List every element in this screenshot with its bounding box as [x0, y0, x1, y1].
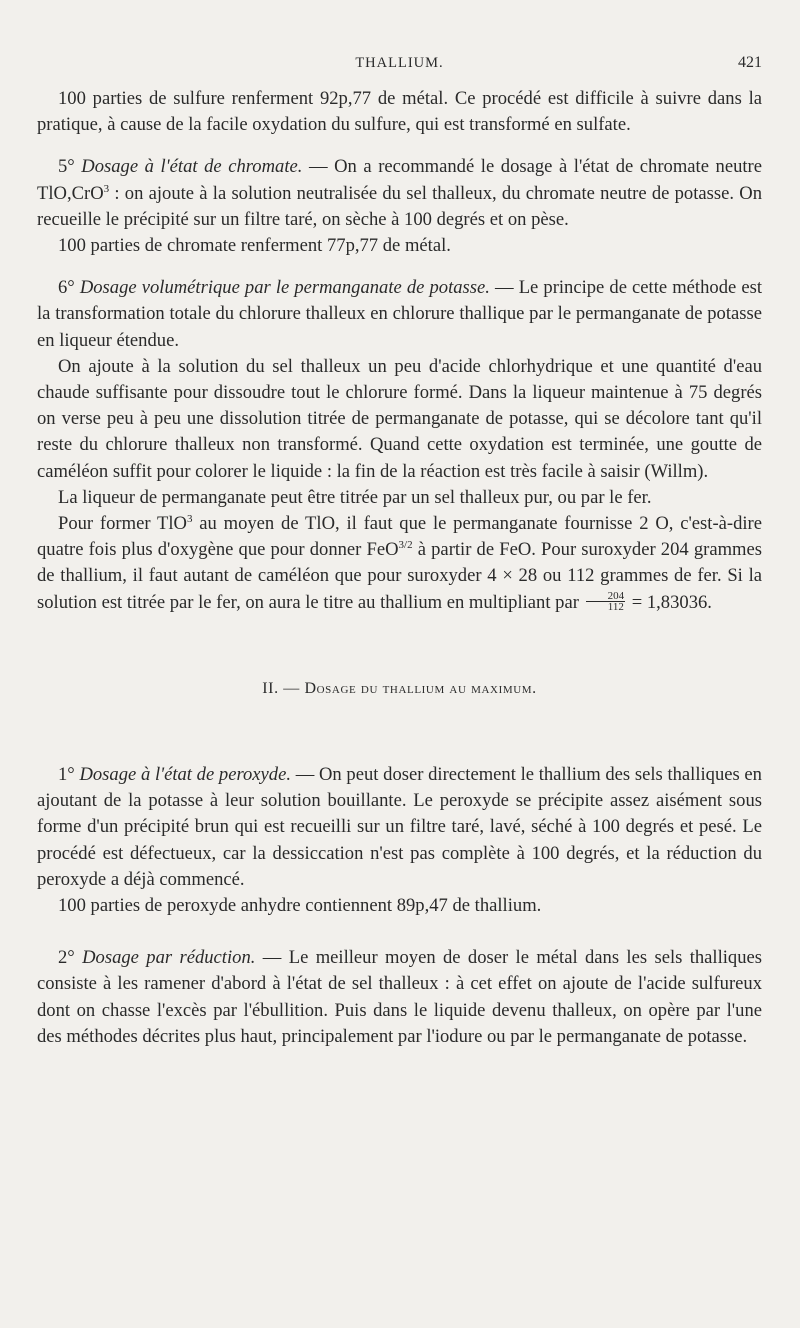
section-title: Dosage par réduction.: [82, 947, 256, 969]
section-title: Dosage à l'état de peroxyde.: [79, 764, 292, 786]
section-title: Dosage volumétrique par le permanganate de potasse.: [79, 277, 490, 299]
section-title: Dosage à l'état de chromate.: [81, 156, 303, 178]
paragraph-permanganate-method: On ajoute à la solution du sel thalleux un peu d'acide chlorhydrique et une quantité d'eau chaude suffisante pour dissoudre tout le chlorure formé. Dans la liqueur maintenue à 75 degrés on verse peu à peu une dissolution titrée de permanganate de potasse, qui se décolore tant qu'il reste du chlorure thalleux non transformé. Quand cette oxydation est terminée, une goutte de caméléon suffit pour colorer le liquide : la fin de la réaction est très facile à saisir (Willm).: [37, 355, 762, 482]
paragraph-sulfure-result: 100 parties de sulfure renferment 92p,77 de métal. Ce procédé est difficile à suivre dans la pratique, à cause de la facile oxydation du sulfure, qui est transformé en sulfate.: [37, 88, 762, 136]
paragraph-peroxyde: 1° Dosage à l'état de peroxyde. — On peut doser directement le thallium des sels thalliques en ajoutant de la potasse à leur solution bouillante. Le peroxyde se précipite assez aisément sous forme d'un précipité brun qui est recueilli sur un filtre taré, lavé, séché à 100 degrés et pesé. Le procédé est défectueux, car la dessiccation n'est pas complète à 100 degrés, et la réduction du peroxyde a déjà commencé.: [37, 764, 762, 890]
paragraph-permanganate: 6° Dosage volumétrique par le permanganate de potasse. — Le principe de cette méthode est la transformation totale du chlorure thalleux en chlorure thallique par le permanganate de potasse en liqueur étendue.: [37, 277, 762, 351]
section-heading: II. — Dosage du thallium au maximum.: [262, 679, 537, 697]
fraction: $\frac{204}{112}$: [586, 591, 626, 612]
page-body: [37, 86, 762, 1050]
paragraph-chromate-result: 100 parties de chromate renferment 77p,77 de métal.: [58, 235, 451, 257]
paragraph-chromate: 5° Dosage à l'état de chromate. — On a recommandé le dosage à l'état de chromate neutre TlO,CrO$^3$ : on ajoute à la solution neutralisée du sel thalleux, du chromate neutre de potasse. On recueille le précipité sur un filtre taré, on sèche à 100 degrés et on pèse.: [37, 156, 762, 230]
paragraph-reduction: 2° Dosage par réduction. — Le meilleur moyen de doser le métal dans les sels thalliques consiste à les ramener d'abord à l'état de sel thalleux : à cet effet on ajoute de l'acide sulfureux dont on chasse l'excès par l'ébullition. Puis dans le liquide devenu thalleux, on opère par l'une des méthodes décrites plus haut, principalement par l'iodure ou par le permanganate de potasse.: [37, 947, 763, 1047]
paragraph-peroxyde-result: 100 parties de peroxyde anhydre contiennent 89p,47 de thallium.: [58, 895, 542, 917]
paragraph-permanganate-titration: La liqueur de permanganate peut être titrée par un sel thalleux pur, ou par le fer.: [58, 486, 652, 508]
page-header: [37, 52, 762, 76]
section-number: 1°: [58, 764, 75, 786]
page-number: 421: [738, 54, 762, 71]
section-number: 5°: [58, 156, 75, 178]
paragraph-permanganate-calculation: Pour former TlO$^3$ au moyen de TlO, il faut que le permanganate fournisse 2 O, c'est-à-dire quatre fois plus d'oxygène que pour donner FeO$^{3/2}$ à partir de FeO. Pour suroxyder 204 grammes de thallium, il faut autant de caméléon que pour suroxyder 4 × 28 ou 112 grammes de fer. Si la solution est titrée par le fer, on aura le titre au thallium en multipliant par $\frac{204}{112}$ = 1,83036.: [37, 513, 762, 613]
section-number: 6°: [58, 277, 75, 299]
section-number: 2°: [58, 947, 75, 969]
running-title: THALLIUM.: [355, 55, 444, 71]
